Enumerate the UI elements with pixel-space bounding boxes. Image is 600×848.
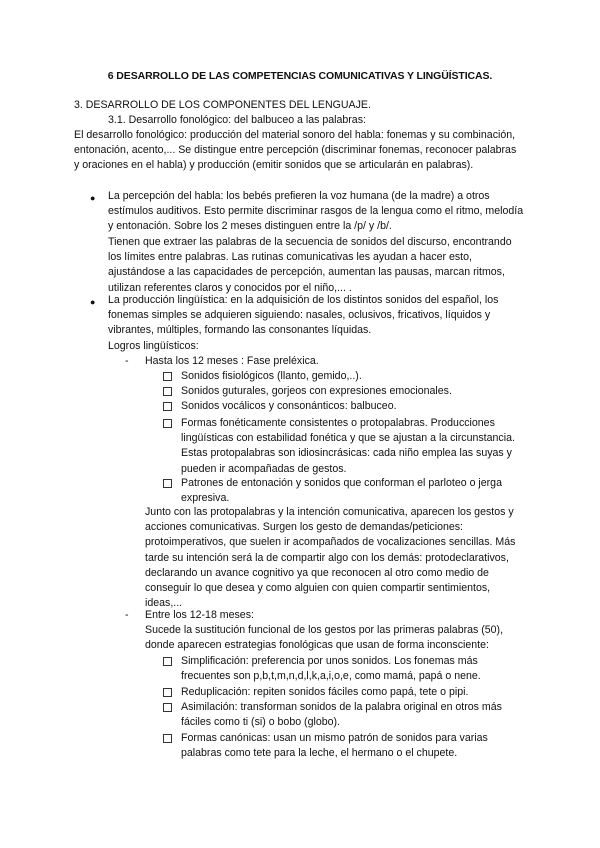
checkbox[interactable] — [163, 688, 172, 697]
stage2-item: Formas canónicas: usan un mismo patrón de sonidos para varias palabras como tete para la leche, el hermano o el chupete. — [181, 732, 488, 760]
stage2-label: Entre los 12-18 meses: — [145, 609, 254, 621]
checkbox[interactable] — [163, 387, 172, 396]
stage1-item: Sonidos guturales, gorjeos con expresiones emocionales. — [181, 385, 452, 397]
stage1-item: Sonidos vocálicos y consonánticos: balbuceo. — [181, 400, 397, 412]
section-heading: 3. DESARROLLO DE LOS COMPONENTES DEL LENGUAJE. — [74, 99, 371, 111]
checkbox[interactable] — [163, 479, 172, 488]
stage1-item: Patrones de entonación y sonidos que conforman el parloteo o jerga expresiva. — [181, 477, 502, 505]
intro-paragraph: El desarrollo fonológico: producción del material sonoro del habla: fonemas y su combinación, entonación, acento,... Se distingue entre percepción (discriminar fonemas, reconocer palabras y oraciones en el habla) y producción (emitir sonidos que se articularán en palabras). — [74, 129, 517, 172]
stage2-intro: Sucede la sustitución funcional de los gestos por las primeras palabras (50), donde aparecen estrategias fonológicas que usan de forma inconsciente: — [145, 624, 504, 652]
bullet-production-extra: Logros lingüísticos: — [108, 340, 199, 352]
stage1-label: Hasta los 12 meses : Fase preléxica. — [145, 355, 319, 367]
checkbox[interactable] — [163, 419, 172, 428]
dash-icon: - — [125, 355, 129, 367]
subsection-heading: 3.1. Desarrollo fonológico: del balbuceo a las palabras: — [108, 114, 366, 126]
bullet-perception-extra: Tienen que extraer las palabras de la secuencia de sonidos del discurso, encontrando los límites entre palabras. Las rutinas comunicativas les ayudan a hacer esto, ajustándose a las capacidades de percepción, aumentan las pausas, marcan ritmos, utilizan referentes claros y conocidos por el niño,... . — [108, 236, 512, 294]
stage1-note: Junto con las protopalabras y la intención comunicativa, aparecen los gestos y acciones comunicativas. Surgen los gesto de demandas/peticiones: protoimperativos, que suelen ir acompañados de vocalizaciones sencillas. Más tarde su intención será la de compartir algo con los demás: protodeclarativos, declarando un avance cognitivo ya que reconocen al otro como medio de conseguir lo que desea y como alguien con quien compartir sentimientos, ideas,... — [145, 506, 516, 610]
checkbox[interactable] — [163, 734, 172, 743]
checkbox[interactable] — [163, 657, 172, 666]
checkbox[interactable] — [163, 402, 172, 411]
stage2-item: Asimilación: transforman sonidos de la palabra original en otros más fáciles como ti (si) o bobo (globo). — [181, 701, 502, 729]
bullet-icon: ● — [90, 193, 96, 203]
dash-icon: - — [125, 609, 129, 621]
bullet-perception: La percepción del habla: los bebés prefieren la voz humana (de la madre) a otros estímulos auditivos. Esto permite discriminar rasgos de la lengua como el ritmo, melodía y entonación. Sobre los 2 meses distinguen entre la /p/ y /b/. — [108, 190, 524, 233]
stage2-item: Simplificación: preferencia por unos sonidos. Los fonemas más frecuentes son p,b,t,m,n,d,l,k,a,i,o,e, como mamá, papá o nene. — [181, 655, 481, 683]
stage2-item: Reduplicación: repiten sonidos fáciles como papá, tete o pipi. — [181, 686, 469, 698]
bullet-production: La producción lingüística: en la adquisición de los distintos sonidos del español, los fonemas simples se adquieren siguiendo: nasales, oclusivos, fricativos, líquidos y vibrantes, múltiples, formando las consonantes líquidas. — [108, 294, 499, 337]
checkbox[interactable] — [163, 372, 172, 381]
stage1-item: Formas fonéticamente consistentes o protopalabras. Producciones lingüísticas con estabilidad fonética y que se ajustan a la circunstancia. Estas protopalabras son idiosincrásicas: cada niño emplea las suyas y pueden ir acompañadas de gestos. — [181, 417, 515, 475]
stage1-item: Sonidos fisiológicos (llanto, gemido,..). — [181, 370, 362, 382]
document-title: 6 DESARROLLO DE LAS COMPETENCIAS COMUNICATIVAS Y LINGÜÍSTICAS. — [107, 70, 493, 82]
bullet-icon: ● — [90, 297, 96, 307]
checkbox[interactable] — [163, 703, 172, 712]
